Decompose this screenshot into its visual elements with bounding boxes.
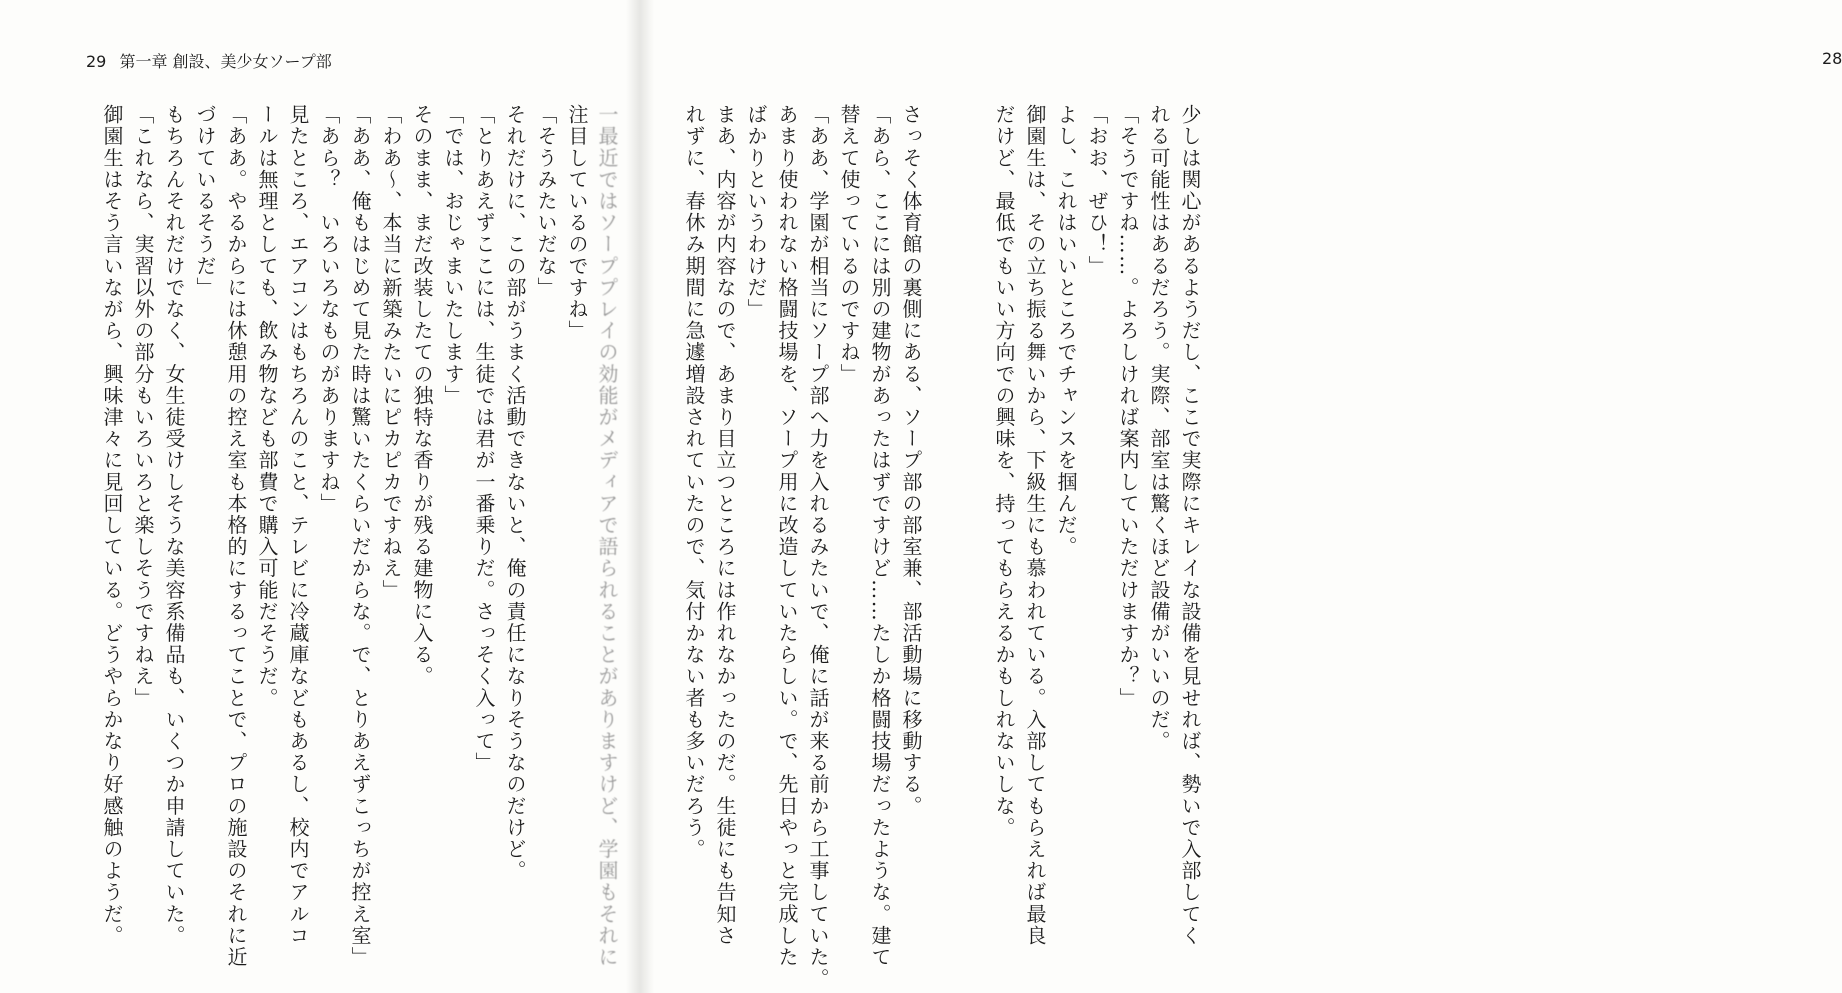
text-line: あまり使われない格闘技場を、ソープ用に改造していたらしい。で、先日やっと完成した [775,104,799,968]
text-line: 替えて使っているのですね」 [837,104,861,385]
text-line: 少しは関心があるようだし、ここで実際にキレイな設備を見せれば、勢いで入部してく [1178,104,1202,947]
text-line: 「ああ、学園が相当にソープ部へ力を入れるみたいで、俺に話が来る前から工事していた。 [806,104,830,990]
text-line: 「とりあえずここには、生徒では君が一番乗りだ。さっそく入って」 [472,104,496,774]
text-line: 見たところ、エアコンはもちろんのこと、テレビに冷蔵庫などもあるし、校内でアルコ [286,104,310,947]
text-line: そのまま、まだ改装したての独特な香りが残る建物に入る。 [410,104,434,688]
text-line: 御園生は、その立ち振る舞いから、下級生にも慕われている。入部してもらえれば最良 [1023,104,1047,947]
text-line: 「では、おじゃまいたします」 [441,104,465,407]
text-line: まあ、内容が内容なので、あまり目立つところには作れなかったのだ。生徒にも告知さ [713,104,737,947]
page-number-left: 29 [86,52,107,71]
text-line: づけているそうだ」 [193,104,217,299]
text-line: よし、これはいいところでチャンスを掴んだ。 [1054,104,1078,558]
page-number-right: 28 [1822,49,1842,68]
text-line: 「あら？ いろいろなものがありますね」 [317,104,341,515]
text-line: 「これなら、実習以外の部分もいろいろと楽しそうですねえ」 [131,104,155,709]
chapter-title: 第一章 創設、美少女ソープ部 [119,52,332,71]
text-line: さっそく体育館の裏側にある、ソープ部の部室兼、部活動場に移動する。 [899,104,923,817]
text-line: それだけに、この部がうまく活動できないと、俺の責任になりそうなのだけど。 [503,104,527,882]
text-line: 「ああ。やるからには休憩用の控え室も本格的にするってことで、プロの施設のそれに近 [224,104,248,968]
text-line: 御園生はそう言いながら、興味津々に見回している。どうやらかなり好感触のようだ。 [100,104,124,947]
bleed-through-line: 一最近ではソーププレイの効能がメディアで語られることがありますけど、学園もそれに [595,104,619,968]
text-line: 「ああ、俺もはじめて見た時は驚いたくらいだからな。で、とりあえずこっちが控え室」 [348,104,372,968]
text-line: れる可能性はあるだろう。実際、部室は驚くほど設備がいいのだ。 [1147,104,1171,752]
text-line: 「おお、ぜひ！」 [1085,104,1109,277]
running-header [86,49,332,72]
text-line: ールは無理としても、飲み物なども部費で購入可能だそうだ。 [255,104,279,709]
text-line: 「あら、ここには別の建物があったはずですけど……たしか格闘技場だったような。建て [868,104,892,968]
text-line: もちろんそれだけでなく、女生徒受けしそうな美容系備品も、いくつか申請していた。 [162,104,186,947]
text-line: ばかりというわけだ」 [744,104,768,320]
text-line: 「そうですね……。よろしければ案内していただけますか？」 [1116,104,1140,709]
text-line: 注目しているのですね」 [565,104,589,342]
text-line: 「そうみたいだな」 [534,104,558,299]
text-line: 「わあ〜、本当に新築みたいにピカピカですねえ」 [379,104,403,601]
text-line: だけど、最低でもいい方向での興味を、持ってもらえるかもしれないしな。 [992,104,1016,839]
text-line: れずに、春休み期間に急遽増設されていたので、気付かない者も多いだろう。 [682,104,706,860]
